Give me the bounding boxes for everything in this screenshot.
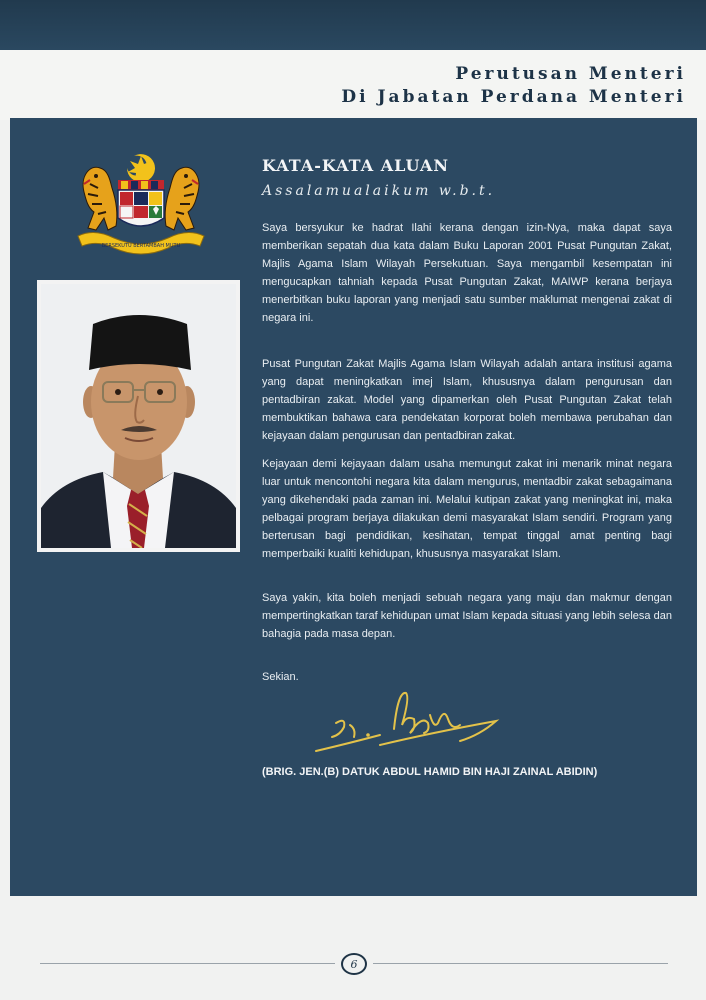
paragraph-3: Kejayaan demi kejayaan dalam usaha memungut zakat ini menarik minat negara luar untuk mencontohi negara kita dalam mengurus, mentadbir zakat sebagaimana yang dikehendaki pada zaman ini. Melalui kutipan zakat yang meningkat ini, maka pelbagai program berjaya dilakukan demi masyarakat Islam sendiri. Program yang berterusan bagi pendidikan, kesihatan, tempat tinggal amat penting bagi memperbaiki kualiti kehidupan, khususnya masyarakat Islam.: [262, 458, 672, 560]
paragraph-2: Pusat Pungutan Zakat Majlis Agama Islam Wilayah adalah antara institusi agama yang dapat meningkatkan imej Islam, khususnya dalam pengurusan dan pentadbiran zakat. Model yang dipamerkan oleh Pusat Pungutan Zakat telah membuktikan bahawa cara pendekatan korporat boleh membawa perubahan dan kejayaan dalam pengurusan dan pentadbiran zakat.: [262, 358, 672, 442]
shield-icon: [118, 180, 164, 226]
top-color-band: [0, 0, 706, 50]
welcome-letter: [262, 156, 672, 683]
footer-rule-left: [40, 963, 335, 964]
paragraph-4: Saya yakin, kita boleh menjadi sebuah negara yang maju dan makmur dengan mempertingkatkan taraf kehidupan umat Islam kepada situasi yang lebih selesa dan bahagia pada masa depan.: [262, 592, 672, 640]
footer-rule-right: [373, 963, 668, 964]
federal-star-icon: [127, 154, 155, 182]
letter-title: KATA-KATA ALUAN: [262, 156, 449, 175]
crest-motto: BERSEKUTU BERTAMBAH MUTU: [101, 243, 181, 249]
closing-line: Sekian.: [262, 671, 299, 683]
page-header: [341, 63, 686, 109]
portrait-photo: [41, 284, 236, 548]
portrait-frame: [37, 280, 240, 552]
header-line-1: Perutusan Menteri: [455, 64, 686, 84]
paragraph-1: Saya bersyukur ke hadrat Ilahi kerana dengan izin-Nya, maka dapat saya memberikan sepatah dua kata dalam Buku Laporan 2001 Pusat Pungutan Zakat, Majlis Agama Islam Wilayah Persekutuan. Saya mengambil kesempatan ini mengucapkan tahniah kepada Pusat Pungutan Zakat, MAIWP kerana berjaya menerbitkan buku laporan yang menjadi satu sumber maklumat mengenai zakat di negara ini.: [262, 222, 672, 324]
handwritten-signature: [310, 685, 510, 757]
right-tiger-icon: [165, 167, 199, 230]
left-tiger-icon: [83, 167, 117, 230]
signatory-name: (BRIG. JEN.(B) DATUK ABDUL HAMID BIN HAJI ZAINAL ABIDIN): [262, 766, 598, 778]
salutation: Assalamualaikum w.b.t.: [262, 183, 496, 199]
coat-of-arms-logo: [74, 154, 208, 262]
header-line-2: Di Jabatan Perdana Menteri: [341, 87, 686, 107]
page-number: 6: [341, 953, 367, 975]
